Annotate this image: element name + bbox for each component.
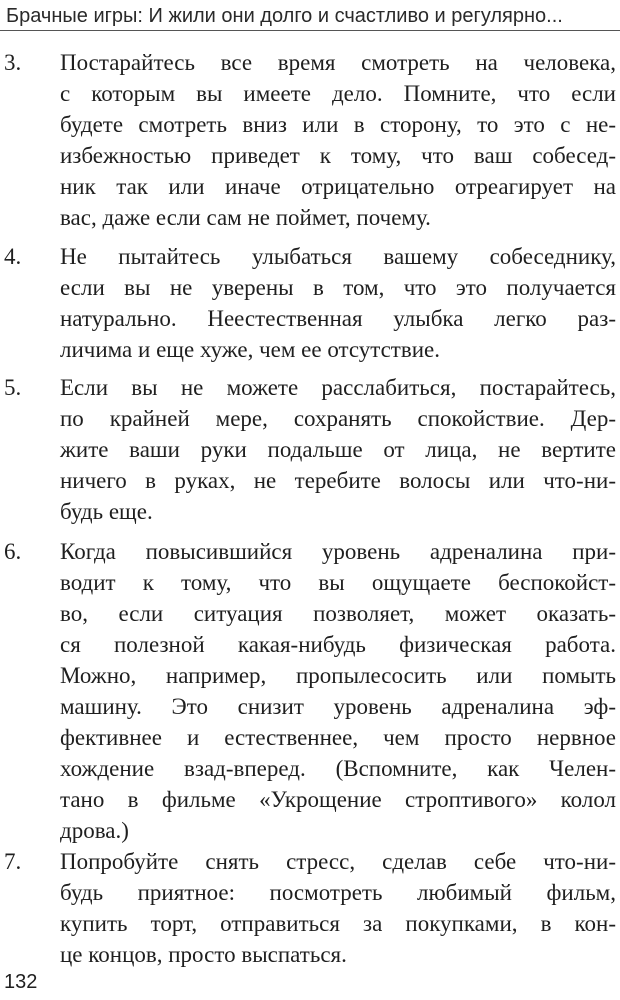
text-line: ничего в руках, не теребите волосы или что-ни- [60, 468, 616, 493]
text-line: купить торт, отправиться за покупками, в кон- [60, 911, 616, 936]
text-line: Когда повысившийся уровень адреналина при- [60, 539, 616, 564]
text-line: водит к тому, что вы ощущаете беспокойст- [60, 570, 616, 595]
text-line: по крайней мере, сохранять спокойствие. Дер- [60, 406, 616, 431]
text-line: тано в фильме «Укрощение строптивого» колол [60, 787, 616, 812]
text-line: ся полезной какая-нибудь физическая работа. [60, 632, 616, 657]
text-line: избежностью приведет к тому, что ваш собесед- [60, 143, 616, 168]
item-number: 4. [4, 244, 22, 269]
text-line: Постарайтесь все время смотреть на человека, [60, 50, 616, 75]
text-line: хождение взад-вперед. (Вспомните, как Челен- [60, 756, 616, 781]
text-line: жите ваши руки подальше от лица, не вертите [60, 437, 616, 462]
item-number: 5. [4, 375, 22, 400]
text-line: Не пытайтесь улыбаться вашему собеседнику, [60, 244, 616, 269]
item-number: 6. [4, 539, 22, 564]
text-line: Если вы не можете расслабиться, постарайтесь, [60, 375, 616, 400]
text-line: Можно, например, пропылесосить или помыть [60, 663, 616, 688]
text-line: вас, даже если сам не поймет, почему. [60, 205, 431, 230]
text-line: дрова.) [60, 818, 129, 843]
page-number: 132 [4, 971, 38, 993]
text-line: будь приятное: посмотреть любимый фильм, [60, 880, 616, 905]
text-line: натурально. Неестественная улыбка легко раз- [60, 306, 616, 331]
text-line: будь еще. [60, 499, 153, 524]
text-line: будете смотреть вниз или в сторону, то это с не- [60, 112, 616, 137]
item-number: 3. [4, 50, 22, 75]
text-line: це концов, просто выспаться. [60, 942, 347, 967]
item-number: 7. [4, 849, 22, 874]
text-line: машину. Это снизит уровень адреналина эф- [60, 694, 616, 719]
text-line: Попробуйте снять стресс, сделав себе что-ни- [60, 849, 616, 874]
text-line: во, если ситуация позволяет, может оказать- [60, 601, 616, 626]
header-rule [0, 30, 620, 31]
text-line: личима и еще хуже, чем ее отсутствие. [60, 337, 440, 362]
text-line: фективнее и естественнее, чем просто нервное [60, 725, 616, 750]
text-line: ник так или иначе отрицательно отреагирует на [60, 174, 616, 199]
running-head: Брачные игры: И жили они долго и счастливо и регулярно... [6, 5, 563, 27]
text-line: если вы не уверены в том, что это получается [60, 275, 616, 300]
text-line: с которым вы имеете дело. Помните, что если [60, 81, 616, 106]
